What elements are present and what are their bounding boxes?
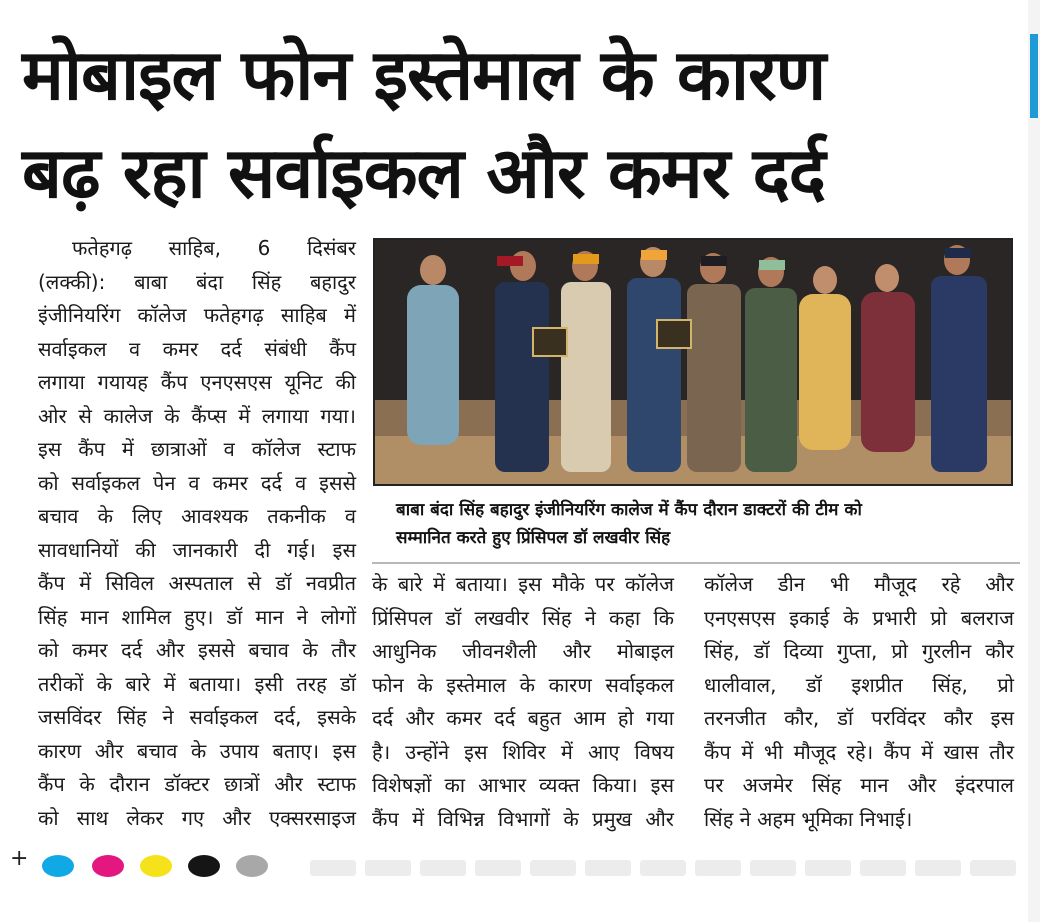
text-line: कैंप में भी मौजूद रहे। कैंप में खास तौर [704,739,1014,764]
text-line: कैंप में विभिन्न विभागों के प्रमुख और [372,806,674,831]
text-line: लगाया गयायह कैंप एनएसएस यूनिट की [38,370,356,394]
text-line: के बारे में बताया। इस मौके पर कॉलेज [372,572,674,596]
text-line: सिंह मान शामिल हुए। डॉ मान ने लोगों [38,604,356,629]
gray-color-swatch [236,855,268,877]
text-line: फोन के इस्तेमाल के कारण सर्वाइकल [372,672,674,697]
text-line: इस कैंप में छात्राओं व कॉलेज स्टाफ [38,437,356,461]
text-line: तरनजीत कौर, डॉ परविंदर कौर इस [704,706,1014,730]
text-line: है। उन्होंने इस शिविर में आए विषय [372,739,674,764]
text-line: दर्द और कमर दर्द बहुत आम हो गया [372,706,674,730]
text-line: सिंह, डॉ दिव्या गुप्ता, प्रो गुरलीन कौर [704,639,1014,663]
group-photo-illustration [375,240,1011,484]
color-bar-segment [640,860,686,876]
color-bar-segment [750,860,796,876]
headline-line-1: मोबाइल फोन इस्तेमाल के कारण [22,34,826,116]
article-column-2 [372,568,674,836]
color-bar-segment [970,860,1016,876]
caption-line-1: बाबा बंदा सिंह बहादुर इंजीनियरिंग कालेज में कैंप दौरान डाक्टरों की टीम को [396,500,862,520]
adjacent-color-strip [1030,34,1038,118]
text-line: बचाव के लिए आवश्यक तकनीक व [38,504,356,528]
cyan-color-swatch [42,855,74,877]
color-bar-segment [805,860,851,876]
text-line: कैंप में सिविल अस्पताल से डॉ नवप्रीत [38,571,356,595]
color-bar-segment [695,860,741,876]
text-line: सिंह ने अहम भूमिका निभाई। [704,806,913,831]
color-bar-segment [860,860,906,876]
text-line: धालीवाल, डॉ इशप्रीत सिंह, प्रो [704,672,1014,697]
news-photo [373,238,1013,486]
text-line: सावधानियों की जानकारी दी गई। इस [38,537,356,562]
text-line: को सर्वाइकल पेन व कमर दर्द व इससे [38,470,356,495]
color-bar-segment [530,860,576,876]
color-bar-segment [310,860,356,876]
magenta-color-swatch [92,855,124,877]
text-line: (लक्की): बाबा बंदा सिंह बहादुर [38,269,356,294]
photo-caption [396,496,1008,552]
color-bar-segment [915,860,961,876]
text-line: सर्वाइकल व कमर दर्द संबंधी कैंप [38,336,356,361]
article-column-3 [704,568,1014,836]
print-color-bar [310,860,1022,876]
color-bar-segment [365,860,411,876]
text-line: पर अजमेर सिंह मान और इंदरपाल [704,773,1014,797]
text-line: को साथ लेकर गए और एक्सरसाइज [38,805,356,830]
headline-line-2: बढ़ रहा सर्वाइकल और कमर दर्द [22,132,825,214]
text-line: तरीकों के बारे में बताया। इसी तरह डॉ [38,671,356,696]
color-bar-segment [475,860,521,876]
adjacent-page-edge [1028,0,1040,922]
article-column-1 [38,232,356,835]
text-line: को कमर दर्द और इससे बचाव के तौर [38,638,356,662]
text-line: जसविंदर सिंह ने सर्वाइकल दर्द, इसके [38,705,356,729]
color-bar-segment [420,860,466,876]
text-line: आधुनिक जीवनशैली और मोबाइल [372,639,674,663]
yellow-color-swatch [140,855,172,877]
text-line: कैंप के दौरान डॉक्टर छात्रों और स्टाफ [38,772,356,796]
text-line: प्रिंसिपल डॉ लखवीर सिंह ने कहा कि [372,605,674,630]
text-line: फतेहगढ़ साहिब, 6 दिसंबर [72,236,356,260]
text-line: एनएसएस इकाई के प्रभारी प्रो बलराज [704,605,1014,630]
registration-mark: + [10,846,29,871]
text-line: कॉलेज डीन भी मौजूद रहे और [704,572,1014,596]
text-line: इंजीनियरिंग कॉलेज फतेहगढ़ साहिब में [38,303,356,327]
text-line: ओर से कालेज के कैंप्स में लगाया गया। [38,403,356,428]
text-line: कारण और बचाव के उपाय बताए। इस [38,738,356,763]
caption-line-2: सम्मानित करते हुए प्रिंसिपल डॉ लखवीर सिंह [396,528,671,548]
headline [22,26,1022,222]
text-line: विशेषज्ञों का आभार व्यक्त किया। इस [372,773,674,797]
color-bar-segment [585,860,631,876]
caption-divider [372,562,1020,564]
black-color-swatch [188,855,220,877]
